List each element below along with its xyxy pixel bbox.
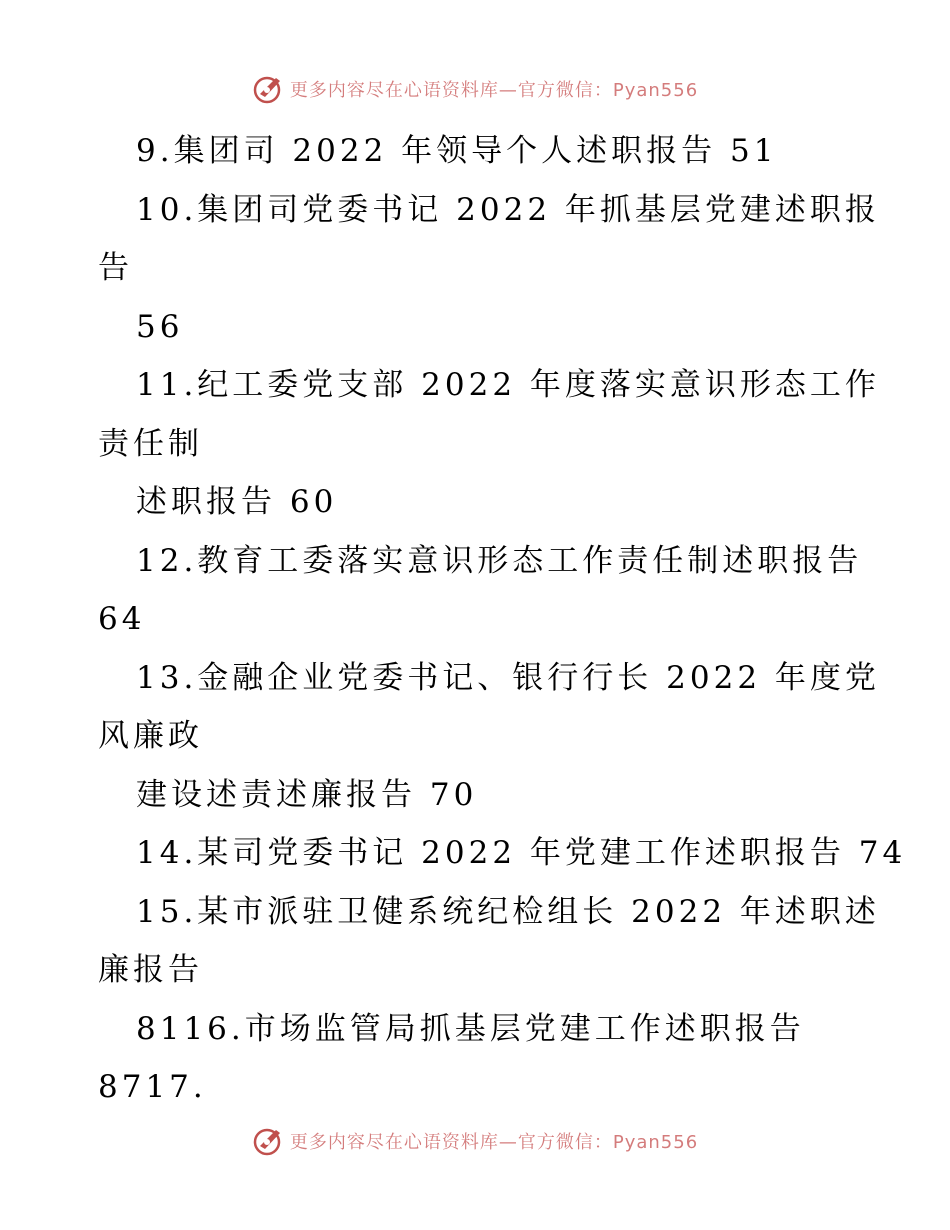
toc-line: 13.金融企业党委书记、银行行长 2022 年度党 <box>136 659 880 696</box>
toc-line: 14.某司党委书记 2022 年党建工作述职报告 74 <box>136 835 907 871</box>
watermark-text: 更多内容尽在心语资料库—官方微信：Pyan556 <box>289 1132 699 1153</box>
toc-line: 12.教育工委落实意识形态工作责任制述职报告 <box>136 542 863 579</box>
pen-circle-icon <box>252 72 286 106</box>
document-body <box>98 122 907 1117</box>
toc-line: 15.某市派驻卫健系统纪检组长 2022 年述职述 <box>136 893 880 930</box>
toc-line: 8116.市场监管局抓基层党建工作述职报告 <box>136 1010 805 1047</box>
toc-line: 11.纪工委党支部 2022 年度落实意识形态工作 <box>136 367 880 403</box>
toc-line: 告 <box>98 250 133 286</box>
toc-line: 8717. <box>98 1069 207 1105</box>
toc-line: 9.集团司 2022 年领导个人述职报告 51 <box>136 133 778 169</box>
toc-line: 廉报告 <box>98 952 203 988</box>
watermark-text: 更多内容尽在心语资料库—官方微信：Pyan556 <box>289 80 699 101</box>
watermark-footer <box>0 1124 950 1158</box>
toc-line: 风廉政 <box>98 718 203 754</box>
toc-line: 建设述责述廉报告 70 <box>136 776 478 813</box>
pen-circle-icon <box>252 1124 286 1158</box>
toc-line: 述职报告 60 <box>136 484 338 520</box>
watermark-header <box>0 72 950 106</box>
toc-line: 10.集团司党委书记 2022 年抓基层党建述职报 <box>136 191 880 228</box>
toc-line: 56 <box>136 308 184 345</box>
toc-line: 64 <box>98 601 146 637</box>
toc-line: 责任制 <box>98 425 203 462</box>
